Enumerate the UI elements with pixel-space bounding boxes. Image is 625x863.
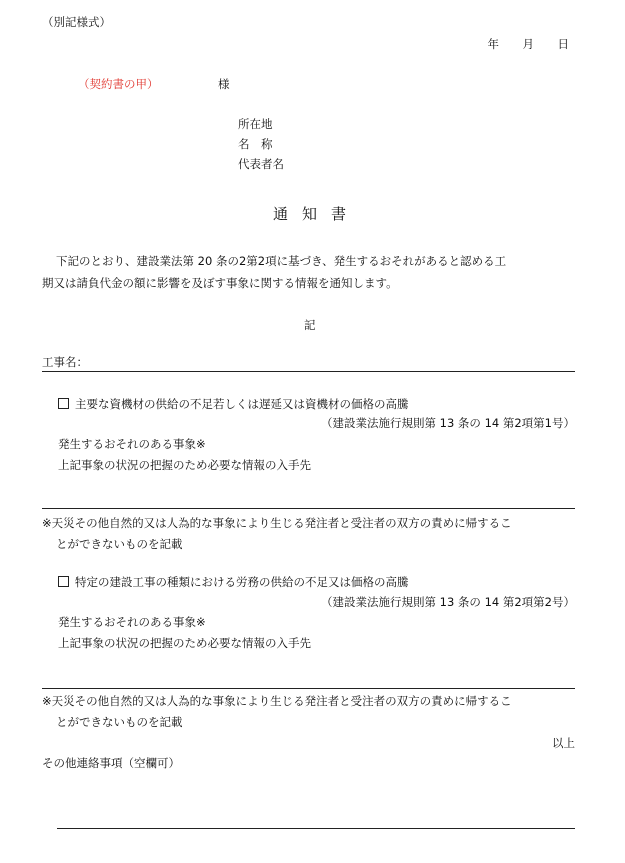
section2-event-label: 発生するおそれのある事象※ bbox=[58, 615, 206, 629]
section2-checkbox[interactable] bbox=[58, 576, 69, 587]
sender-name-label: 名 称 bbox=[238, 137, 273, 151]
ki-label: 記 bbox=[304, 318, 316, 332]
section2-source-label: 上記事象の状況の把握のため必要な情報の入手先 bbox=[58, 636, 311, 650]
sender-representative-label: 代表者名 bbox=[238, 157, 284, 171]
section1-checkbox[interactable] bbox=[58, 398, 69, 409]
section1-note-line-2: とができないものを記載 bbox=[56, 537, 183, 551]
section2-note-line-1: ※天災その他自然的又は人為的な事象により生じる発注者と受注者の双方の責めに帰するこ bbox=[42, 694, 512, 708]
sender-location-label: 所在地 bbox=[238, 117, 273, 131]
form-label: （別記様式） bbox=[42, 15, 111, 29]
section1-line bbox=[42, 508, 575, 509]
project-name-line bbox=[42, 371, 575, 372]
addressee-placeholder: （契約書の甲） bbox=[78, 77, 159, 91]
section1-reference: （建設業法施行規則第 13 条の 14 第2項第1号） bbox=[320, 416, 575, 430]
section1-event-label: 発生するおそれのある事象※ bbox=[58, 437, 206, 451]
section2-heading-row bbox=[58, 574, 409, 591]
section1-note-line-1: ※天災その他自然的又は人為的な事象により生じる発注者と受注者の双方の責めに帰するこ bbox=[42, 516, 512, 530]
other-notes-label: その他連絡事項（空欄可） bbox=[42, 756, 180, 770]
closing-ijo: 以上 bbox=[552, 736, 575, 750]
date-line: 年 月 日 bbox=[487, 37, 575, 51]
project-name-label: 工事名： bbox=[42, 355, 88, 369]
addressee-suffix: 様 bbox=[218, 77, 230, 91]
intro-line-2: 期又は請負代金の額に影響を及ぼす事象に関する情報を通知します。 bbox=[42, 276, 398, 290]
section1-heading-row bbox=[58, 396, 409, 413]
document-title: 通知書 bbox=[273, 205, 361, 223]
section2-heading: 特定の建設工事の種類における労務の供給の不足又は価格の高騰 bbox=[75, 575, 409, 589]
section2-line bbox=[42, 688, 575, 689]
section2-reference: （建設業法施行規則第 13 条の 14 第2項第2号） bbox=[320, 595, 575, 609]
section2-note-line-2: とができないものを記載 bbox=[56, 715, 183, 729]
section1-source-label: 上記事象の状況の把握のため必要な情報の入手先 bbox=[58, 458, 311, 472]
other-notes-line bbox=[57, 828, 575, 829]
section1-heading: 主要な資機材の供給の不足若しくは遅延又は資機材の価格の高騰 bbox=[75, 397, 409, 411]
intro-line-1: 下記のとおり、建設業法第 20 条の2第2項に基づき、発生するおそれがあると認める工 bbox=[56, 254, 507, 268]
